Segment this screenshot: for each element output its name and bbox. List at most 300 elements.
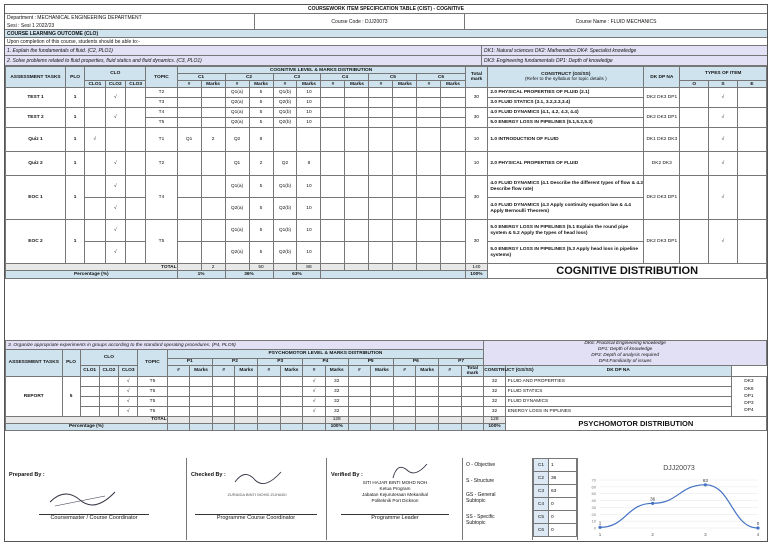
row-c3: Q2(b) <box>273 242 297 264</box>
chart-point <box>651 502 654 505</box>
row-dk: DK2 DK3 DP1 <box>644 108 680 128</box>
row-empty-level <box>441 118 465 128</box>
pct-c2: 36% <box>225 271 273 279</box>
psy-dk-item: DK6 <box>744 386 754 392</box>
c-summary-row <box>534 472 577 485</box>
psy-total-empty <box>167 416 190 423</box>
row-empty-level <box>393 152 417 176</box>
psy-dk-note: DK6: Practical Engineering knowledge <box>584 341 666 346</box>
row-c2m: 5 <box>249 220 273 242</box>
checked-label: Checked By : <box>191 472 226 478</box>
row-c3: Q1(b) <box>273 176 297 198</box>
chart-data-label: 63 <box>702 477 708 483</box>
total-c1: 2 <box>201 264 225 271</box>
row-construct: 5.0 ENERGY LOSS IN PIPELINES (5.1 Explain the round pipe system & 5.2 Apply the types of head loss) <box>488 220 644 242</box>
psy-p4-hash: √ <box>303 386 326 396</box>
row-c2: Q1(a) <box>225 108 249 118</box>
cognitive-table-body <box>6 67 767 279</box>
row-empty-level <box>345 176 369 198</box>
row-c2m: 5 <box>249 118 273 128</box>
psy-empty <box>235 386 258 396</box>
psy-empty <box>167 376 190 386</box>
department-label: Department : MECHANICAL ENGINEERING DEPARTMENT <box>7 14 142 21</box>
table-row <box>6 152 767 176</box>
psy-dk-note: DP4:Familiarity of issues <box>598 358 652 364</box>
psy-p4-marks: 32 <box>325 376 348 386</box>
psy-empty <box>438 396 461 406</box>
psy-empty <box>393 386 416 396</box>
table-row <box>6 176 767 198</box>
row-c3m: 10 <box>297 108 321 118</box>
psy-dk-notes <box>484 341 767 366</box>
row-c3: Q1(b) <box>273 220 297 242</box>
header-marks: Marks <box>441 81 465 88</box>
row-type-s: √ <box>709 152 738 176</box>
psy-empty <box>416 386 439 396</box>
row-c1: Q1 <box>177 128 201 152</box>
psy-empty <box>235 406 258 416</box>
psy-header-marks: Marks <box>190 365 213 376</box>
row-empty-level <box>441 242 465 264</box>
chart-x-tick: 4 <box>756 532 760 537</box>
row-empty-level <box>441 220 465 242</box>
document-title: COURSEWORK ITEM SPECIFICATION TABLE (CIST) - COGNITIVE <box>308 6 464 12</box>
row-empty-level <box>417 118 441 128</box>
clo-intro-row <box>5 38 767 46</box>
row-c3: Q1(b) <box>273 108 297 118</box>
total-empty <box>441 264 465 271</box>
row-empty-level <box>441 98 465 108</box>
psy-level-p1: P1 <box>167 358 212 365</box>
psy-pct-empty <box>235 423 258 430</box>
row-topic: T5 <box>146 118 177 128</box>
row-type-e <box>737 128 766 152</box>
psy-topic: T5 <box>138 376 167 386</box>
row-dk: DK2 DK3 DP1 <box>644 220 680 264</box>
row-empty-level <box>441 152 465 176</box>
row-clo3 <box>125 108 145 128</box>
row-empty-level <box>393 220 417 242</box>
psy-construct: FLUID DYNAMICS <box>505 396 731 406</box>
c-summary-value: 36 <box>549 472 577 485</box>
psy-construct: ENERGY LOSS IN PIPLINES <box>505 406 731 416</box>
row-empty-level <box>321 220 345 242</box>
row-topic: T5 <box>146 220 177 264</box>
session-label: Sesi : Sesi 1 2022/23 <box>7 22 55 29</box>
pct-all: 100% <box>465 271 488 279</box>
header-construct-sub: (Refer to the syllabus for topic details ) <box>524 77 607 82</box>
psy-pct-empty <box>258 423 281 430</box>
cognitive-table <box>5 66 767 279</box>
row-plo: 1 <box>65 128 84 152</box>
c-summary-label: C4 <box>534 498 549 511</box>
psy-empty <box>167 386 190 396</box>
row-c2m: 5 <box>249 242 273 264</box>
row-plo: 1 <box>65 108 84 128</box>
psy-empty <box>461 406 484 416</box>
psy-clo3: √ <box>119 396 138 406</box>
row-task: TEST 1 <box>6 88 66 108</box>
row-c2m: 5 <box>249 198 273 220</box>
row-empty-level <box>369 152 393 176</box>
row-c1m <box>201 176 225 198</box>
dk-line1: DK1: Natural sciences DK2: Mathematics DK4: Specialist knowledge <box>484 47 637 54</box>
row-c1m <box>201 152 225 176</box>
row-empty-level <box>417 98 441 108</box>
row-type-e <box>737 220 766 264</box>
psy-header-total: Total mark <box>461 365 484 376</box>
row-c2m: 5 <box>249 88 273 98</box>
c-summary-table <box>533 458 577 537</box>
total-c3-hash <box>273 264 297 271</box>
total-c1-hash <box>177 264 201 271</box>
row-empty-level <box>321 88 345 98</box>
row-empty-level <box>369 128 393 152</box>
percentage-label: Percentage (%) <box>6 271 178 279</box>
psy-clo1 <box>80 386 99 396</box>
psy-total-empty <box>258 416 281 423</box>
row-clo2: √ <box>105 152 125 176</box>
row-empty-level <box>345 152 369 176</box>
chart-data-label: 0 <box>756 521 760 526</box>
psy-empty <box>190 396 213 406</box>
row-c3m: 10 <box>297 176 321 198</box>
psy-plo: 5 <box>62 376 80 416</box>
row-c1 <box>177 118 201 128</box>
psy-clo3: √ <box>119 406 138 416</box>
psy-pct-p4-hash <box>303 423 326 430</box>
row-c2: Q1 <box>225 152 249 176</box>
row-dk: DK2 DK3 <box>644 152 680 176</box>
row-clo2: √ <box>105 220 125 242</box>
psy-level-p3: P3 <box>258 358 303 365</box>
row-clo1 <box>85 152 105 176</box>
row-topic: T2 <box>146 152 177 176</box>
verified-dept: Jabatan Kejuruteraan Mekanikal <box>362 491 428 497</box>
psy-level-p5: P5 <box>348 358 393 365</box>
row-empty-level <box>393 128 417 152</box>
row-total: 30 <box>465 220 488 264</box>
row-total: 30 <box>465 108 488 128</box>
psy-empty <box>393 406 416 416</box>
row-empty-level <box>321 152 345 176</box>
psy-clo3: √ <box>119 386 138 396</box>
header-construct-title: CONSTRUCT (GS/SS) <box>541 72 591 77</box>
c-summary-label: C5 <box>534 511 549 524</box>
row-empty-level <box>393 198 417 220</box>
row-c1 <box>177 176 201 198</box>
verified-role: Programme Leader <box>371 515 419 521</box>
row-dk: DK2 DK3 DP1 <box>644 176 680 220</box>
row-c2m: 5 <box>249 98 273 108</box>
psy-empty <box>461 376 484 386</box>
department-session <box>5 14 255 29</box>
table-row <box>6 108 767 118</box>
row-empty-level <box>321 118 345 128</box>
row-c1 <box>177 108 201 118</box>
psy-header-construct: CONSTRUCT (GS/SS) <box>484 365 505 376</box>
row-c3m: 10 <box>297 198 321 220</box>
psy-empty <box>235 396 258 406</box>
row-topic: T4 <box>146 108 177 118</box>
row-type-o <box>680 176 709 220</box>
row-c3: Q1(b) <box>273 88 297 98</box>
row-c1 <box>177 242 201 264</box>
psy-p4-marks: 32 <box>325 386 348 396</box>
psy-header-tasks: ASSESSMENT TASKS <box>6 350 63 377</box>
total-spacer <box>6 264 178 271</box>
psy-header-dk: DK DP NA <box>505 365 731 376</box>
psy-p4-hash: √ <box>303 406 326 416</box>
chart-point <box>756 526 759 529</box>
total-empty <box>345 264 369 271</box>
psy-header-hash: # <box>393 365 416 376</box>
chart-series-line <box>600 485 758 528</box>
psy-level-p2: P2 <box>212 358 257 365</box>
psy-header-plo: PLO <box>62 350 80 377</box>
psy-empty <box>371 376 394 386</box>
row-plo: 1 <box>65 152 84 176</box>
row-task: Quiz 1 <box>6 128 66 152</box>
psy-header-hash: # <box>438 365 461 376</box>
row-empty-level <box>345 242 369 264</box>
psy-total-empty <box>348 416 371 423</box>
psy-pct-empty <box>167 423 190 430</box>
row-c3: Q2(b) <box>273 198 297 220</box>
row-empty-level <box>345 118 369 128</box>
psychomotor-section <box>5 340 767 431</box>
row-construct: 4.0 FLUID DYNAMICS (4.1 Describe the different types of flow & 4.2 Describe flow rate) <box>488 176 644 198</box>
psy-empty <box>167 396 190 406</box>
checked-name: ZURAIDA BINTI MOHD ZUHAIDI <box>227 492 287 497</box>
psy-clo2 <box>99 406 118 416</box>
c-summary-value: 63 <box>549 485 577 498</box>
psy-empty <box>258 386 281 396</box>
c-summary-row <box>534 459 577 472</box>
psy-total-row <box>6 416 767 423</box>
psy-empty <box>190 406 213 416</box>
chart-y-tick: 30 <box>591 504 596 510</box>
row-empty-level <box>321 98 345 108</box>
psy-header-marks: Marks <box>235 365 258 376</box>
cog-total-row <box>6 264 767 271</box>
row-c2: Q1(a) <box>225 176 249 198</box>
header-marks: Marks <box>393 81 417 88</box>
psy-total: 32 <box>484 376 505 386</box>
row-total: 10 <box>465 128 488 152</box>
psy-empty <box>212 376 235 386</box>
row-construct: 2.0 PHYSICAL PROPERTIES OF FLUID <box>488 152 644 176</box>
psy-dk-item: DP4 <box>744 408 754 414</box>
legend-structure: S - Structure <box>466 478 495 484</box>
row-type-s: √ <box>709 220 738 264</box>
header-level-c6: C6 <box>417 74 465 81</box>
total-empty <box>417 264 441 271</box>
row-construct: 2.0 PHYSICAL PROPERTIES OF FLUID (2.1) <box>488 88 644 98</box>
psy-clo2 <box>99 386 118 396</box>
psy-pct-empty <box>393 423 416 430</box>
row-c2: Q2(a) <box>225 98 249 108</box>
psy-empty <box>258 376 281 386</box>
psy-pct-empty <box>438 423 461 430</box>
table-row <box>6 128 767 152</box>
prepared-signature <box>45 482 125 510</box>
psy-total-spacer <box>6 416 168 423</box>
psy-pct-p4: 100% <box>325 423 348 430</box>
row-c3: Q2(b) <box>273 118 297 128</box>
table-row <box>6 406 767 416</box>
psy-clo1 <box>80 396 99 406</box>
psy-dk-item: DP1 <box>744 393 754 399</box>
psy-empty <box>461 386 484 396</box>
row-construct: 5.0 ENERGY LOSS IN PIPELINES (5.1,5.2,5.3) <box>488 118 644 128</box>
row-c1m <box>201 98 225 108</box>
header-total-mark: Total mark <box>465 67 488 88</box>
row-clo2: √ <box>105 242 125 264</box>
psy-total-p4: 128 <box>325 416 348 423</box>
header-level-c5: C5 <box>369 74 417 81</box>
psy-empty <box>190 376 213 386</box>
header-types-of-item: TYPES OF ITEM <box>680 67 767 81</box>
psy-total-empty <box>416 416 439 423</box>
header-dk: DK DP NA <box>644 67 680 88</box>
psy-clo2 <box>99 396 118 406</box>
row-type-o <box>680 220 709 264</box>
row-c2: Q2(a) <box>225 198 249 220</box>
legend-objective: O - Objective <box>466 462 496 468</box>
row-empty-level <box>321 128 345 152</box>
row-empty-level <box>441 128 465 152</box>
psy-empty <box>393 376 416 386</box>
row-type-o <box>680 108 709 128</box>
row-type-s: √ <box>709 88 738 108</box>
row-c3: Q2(b) <box>273 98 297 108</box>
total-c2: 50 <box>249 264 273 271</box>
psy-percentage-label: Percentage (%) <box>6 423 168 430</box>
row-c3 <box>273 128 297 152</box>
header-marks: Marks <box>201 81 225 88</box>
psy-empty <box>280 406 303 416</box>
row-plo: 1 <box>65 220 84 264</box>
row-empty-level <box>369 98 393 108</box>
c-summary-label: C3 <box>534 485 549 498</box>
row-type-o <box>680 128 709 152</box>
c-summary-value: 0 <box>549 524 577 537</box>
psy-empty <box>438 376 461 386</box>
psy-header-marks: Marks <box>371 365 394 376</box>
psy-empty <box>461 396 484 406</box>
header-level-c1: C1 <box>177 74 225 81</box>
row-topic: T2 <box>146 88 177 98</box>
psy-level-p6: P6 <box>393 358 438 365</box>
course-code: Course Code : DJJ20073 <box>255 14 465 29</box>
row-clo3 <box>125 88 145 108</box>
psy-pct-empty <box>212 423 235 430</box>
row-type-s: √ <box>709 108 738 128</box>
header-construct <box>488 67 644 88</box>
row-clo2 <box>105 128 125 152</box>
psy-pct-empty <box>416 423 439 430</box>
row-empty-level <box>345 220 369 242</box>
row-topic: T3 <box>146 98 177 108</box>
row-type-o <box>680 88 709 108</box>
psy-header-hash: # <box>348 365 371 376</box>
psy-empty <box>280 386 303 396</box>
row-empty-level <box>345 128 369 152</box>
row-clo1 <box>85 176 105 198</box>
table-row <box>6 386 767 396</box>
chart-point <box>704 483 707 486</box>
psy-topic: T5 <box>138 386 167 396</box>
row-empty-level <box>417 242 441 264</box>
psy-header-hash: # <box>303 365 326 376</box>
row-dk: DK1 DK2 DK3 <box>644 128 680 152</box>
psy-empty <box>348 396 371 406</box>
row-clo1 <box>85 88 105 108</box>
header-type-s: S <box>709 81 738 88</box>
row-c3: Q2 <box>273 152 297 176</box>
psy-empty <box>371 386 394 396</box>
row-c1 <box>177 152 201 176</box>
verified-block <box>327 458 463 540</box>
row-empty-level <box>417 198 441 220</box>
header-level-c4: C4 <box>321 74 369 81</box>
psy-empty <box>348 376 371 386</box>
chart-x-tick: 1 <box>598 532 602 537</box>
chart-point <box>598 526 601 529</box>
clo2-text: 2. Solve problems related to fluid properties, fluid statics and fluid dynamics. (C3, PLO1) <box>5 56 482 65</box>
verified-signature <box>387 460 437 482</box>
header-clo1: CLO1 <box>85 81 105 88</box>
row-c3m: 10 <box>297 88 321 98</box>
row-total: 30 <box>465 88 488 108</box>
psy-task: REPORT <box>6 376 63 416</box>
psy-total-empty <box>393 416 416 423</box>
row-c3m: 10 <box>297 98 321 108</box>
psy-header-clo: CLO <box>80 350 138 366</box>
row-type-e <box>737 108 766 128</box>
psy-empty <box>258 396 281 406</box>
c-summary-value: 1 <box>549 459 577 472</box>
row-c1 <box>177 98 201 108</box>
row-empty-level <box>369 88 393 98</box>
psy-total-p4-hash <box>303 416 326 423</box>
row-task: EOC 2 <box>6 220 66 264</box>
header-hash: # <box>177 81 201 88</box>
row-construct: 3.0 FLUID STATICS (3.1, 3.2,3.3,3.4) <box>488 98 644 108</box>
clo3-row <box>6 341 767 350</box>
c-summary-row <box>534 498 577 511</box>
psy-pct-empty <box>461 423 484 430</box>
header-marks: Marks <box>345 81 369 88</box>
header-level-c3: C3 <box>273 74 321 81</box>
row-construct: 1.0 INTRODUCTION OF FLUID <box>488 128 644 152</box>
total-label: TOTAL <box>161 264 177 270</box>
clo-heading: COURSE LEARNING OUTCOME (CLO) <box>7 30 99 37</box>
psy-dk-note: DP1: Depth of knowledge <box>597 346 653 352</box>
row-empty-level <box>393 98 417 108</box>
row-empty-level <box>369 198 393 220</box>
row-c1m <box>201 88 225 98</box>
psy-empty <box>416 406 439 416</box>
psy-dk-note: DP3: Depth of analysis required <box>591 352 659 358</box>
psy-empty <box>235 376 258 386</box>
psy-empty <box>280 376 303 386</box>
psy-pct-empty <box>190 423 213 430</box>
total-empty <box>393 264 417 271</box>
row-c2: Q2(a) <box>225 118 249 128</box>
psy-empty <box>416 376 439 386</box>
